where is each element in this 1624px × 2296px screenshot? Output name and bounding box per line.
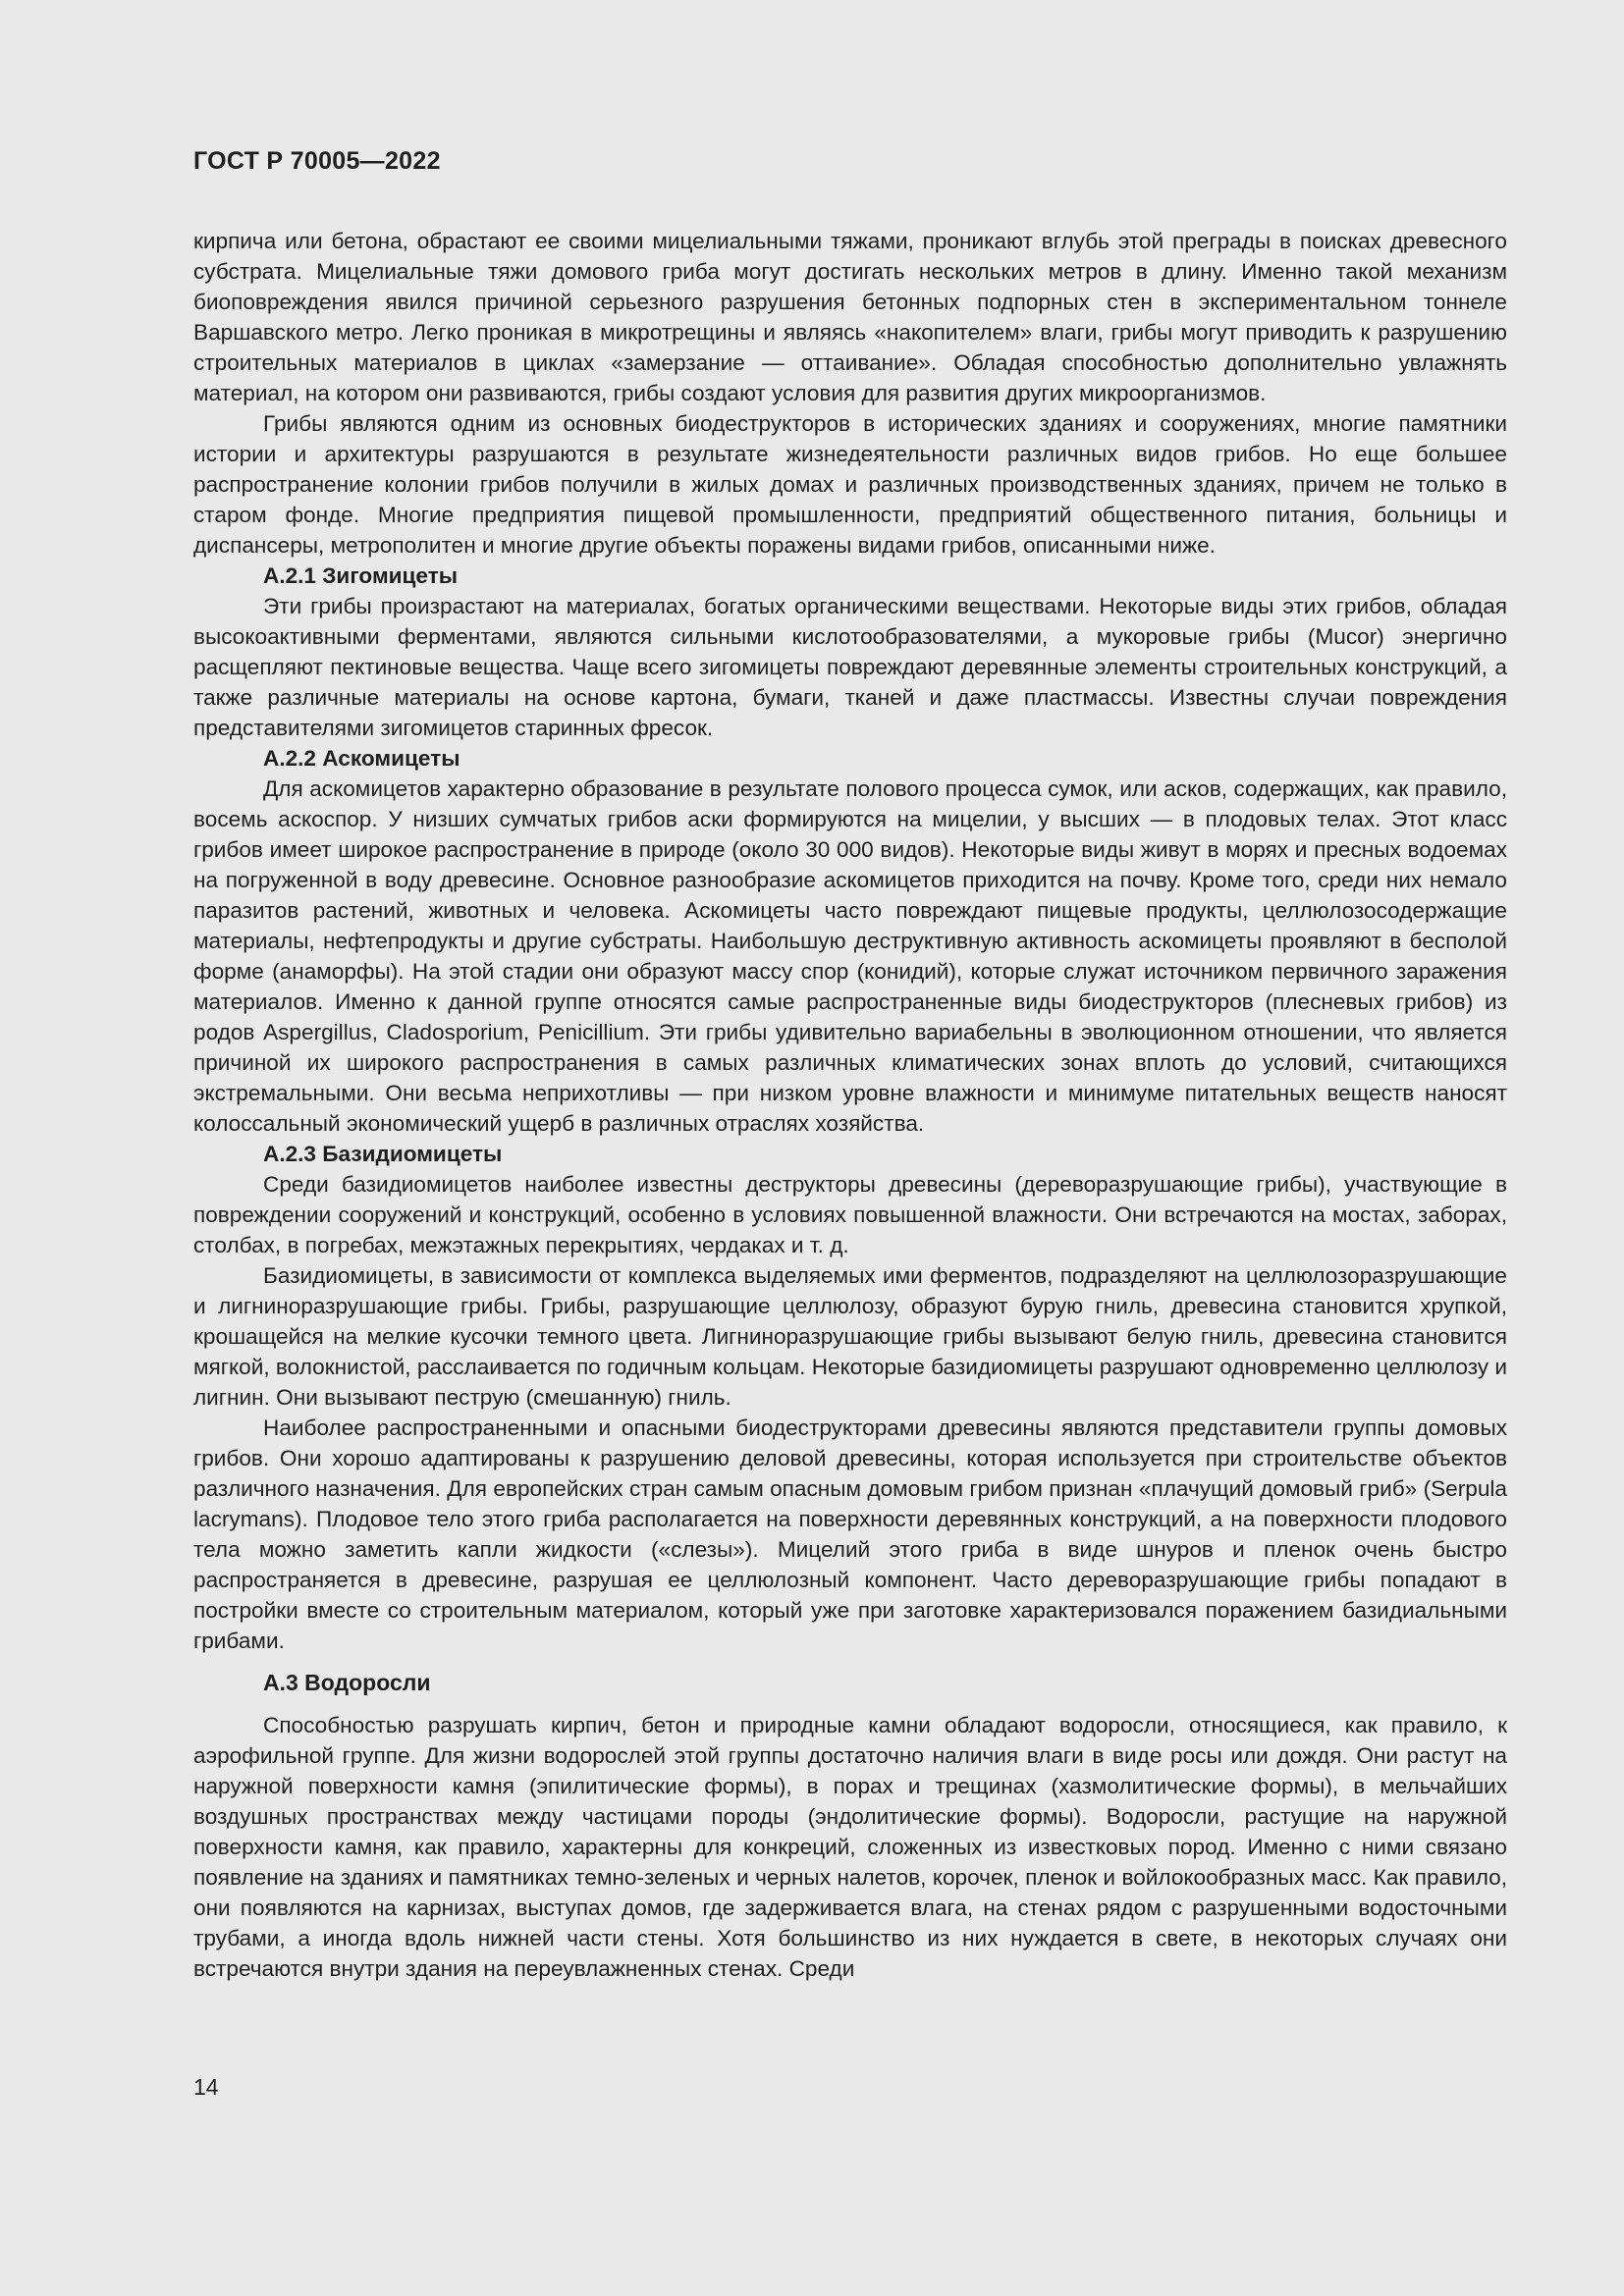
heading-a-3: А.3 Водоросли: [263, 1670, 431, 1695]
paragraph-a-2-3-2: Базидиомицеты, в зависимости от комплекса выделяемых ими ферментов, подразделяют на целлюлозоразрушающие и лигниноразрушающие грибы. Грибы, разрушающие целлюлозу, образуют бурую гниль, древесина становится хрупкой, крошащейся на мелкие кусочки темного цвета. Лигниноразрушающие грибы вызывают белую гниль, древесина становится мягкой, волокнистой, расслаивается по годичным кольцам. Некоторые базидиомицеты разрушают одновременно целлюлозу и лигнин. Они вызывают пеструю (смешанную) гниль.: [193, 1263, 1508, 1410]
document-body: [193, 226, 1507, 1984]
document-code-header: ГОСТ Р 70005—2022: [193, 147, 441, 175]
paragraph-fungi: Грибы являются одним из основных биодеструкторов в исторических зданиях и сооружениях, многие памятники истории и архитектуры разрушаются в результате жизнедеятельности различных видов грибов. Но еще большее распространение колонии грибов получили в жилых домах и различных производственных зданиях, причем не только в старом фонде. Многие предприятия пищевой промышленности, предприятий общественного питания, больницы и диспансеры, метрополитен и многие другие объекты поражены видами грибов, описанными ниже.: [193, 411, 1507, 558]
heading-a-2-3: А.2.3 Базидиомицеты: [263, 1142, 503, 1166]
paragraph-a-2-1: Эти грибы произрастают на материалах, богатых органическими веществами. Некоторые виды этих грибов, обладая высокоактивными ферментами, являются сильными кислотообразователями, а мукоровые грибы (Mucor) энергично расщепляют пектиновые вещества. Чаще всего зигомицеты повреждают деревянные элементы строительных конструкций, а также различные материалы на основе картона, бумаги, тканей и даже пластмассы. Известны случаи повреждения представителями зигомицетов старинных фресок.: [193, 594, 1507, 740]
paragraph-a-3: Способностью разрушать кирпич, бетон и природные камни обладают водоросли, относящиеся, как правило, к аэрофильной группе. Для жизни водорослей этой группы достаточно наличия влаги в виде росы или дождя. Они растут на наружной поверхности камня (эпилитические формы), в порах и трещинах (хазмолитические формы), в мельчайших воздушных пространствах между частицами породы (эндолитические формы). Водоросли, растущие на наружной поверхности камня, как правило, характерны для конкреций, сложенных из известковых пород. Именно с ними связано появление на зданиях и памятниках темно-зеленых и черных налетов, корочек, пленок и войлокообразных масс. Как правило, они появляются на карнизах, выступах домов, где задерживается влага, на стенах рядом с разрушенными водосточными трубами, а иногда вдоль нижней части стены. Хотя большинство из них нуждается в свете, в некоторых случаях они встречаются внутри здания на переувлажненных стенах. Среди: [193, 1713, 1507, 1981]
heading-a-2-1: А.2.1 Зигомицеты: [263, 563, 459, 588]
page-number: 14: [193, 2074, 219, 2100]
heading-a-2-2: А.2.2 Аскомицеты: [263, 746, 460, 771]
paragraph-intro: кирпича или бетона, обрастают ее своими мицелиальными тяжами, проникают вглубь этой преграды в поисках древесного субстрата. Мицелиальные тяжи домового гриба могут достигать нескольких метров в длину. Именно такой механизм биоповреждения явился причиной серьезного разрушения бетонных подпорных стен в экспериментальном тоннеле Варшавского метро. Легко проникая в микротрещины и являясь «накопителем» влаги, грибы могут приводить к разрушению строительных материалов в циклах «замерзание — оттаивание». Обладая способностью дополнительно увлажнять материал, на котором они развиваются, грибы создают условия для развития других микроорганизмов.: [193, 229, 1507, 405]
paragraph-a-2-3-3: Наиболее распространенными и опасными биодеструкторами древесины являются представители группы домовых грибов. Они хорошо адаптированы к разрушению деловой древесины, которая используется при строительстве объектов различного назначения. Для европейских стран самым опасным домовым грибом признан «плачущий домовый гриб» (Serpula lacrymans). Плодовое тело этого гриба располагается на поверхности деревянных конструкций, а на поверхности плодового тела можно заметить капли жидкости («слезы»). Мицелий этого гриба в виде шнуров и пленок очень быстро распространяется в древесине, разрушая ее целлюлозный компонент. Часто дереворазрушающие грибы попадают в постройки вместе со строительным материалом, который уже при заготовке характеризовался поражением базидиальными грибами.: [193, 1415, 1507, 1653]
paragraph-a-2-2: Для аскомицетов характерно образование в результате полового процесса сумок, или асков, содержащих, как правило, восемь аскоспор. У низших сумчатых грибов аски формируются на мицелии, у высших — в плодовых телах. Этот класс грибов имеет широкое распространение в природе (около 30 000 видов). Некоторые виды живут в морях и пресных водоемах на погруженной в воду древесине. Основное разнообразие аскомицетов приходится на почву. Кроме того, среди них немало паразитов растений, животных и человека. Аскомицеты часто повреждают пищевые продукты, целлюлозосодержащие материалы, нефтепродукты и другие субстраты. Наибольшую деструктивную активность аскомицеты проявляют в бесполой форме (анаморфы). На этой стадии они образуют массу спор (конидий), которые служат источником первичного заражения материалов. Именно к данной группе относятся самые распространенные виды биодеструкторов (плесневых грибов) из родов Aspergillus, Cladosporium, Penicillium. Эти грибы удивительно вариабельны в эволюционном отношении, что является причиной их широкого распространения в самых различных климатических зонах вплоть до условий, считающихся экстремальными. Они весьма неприхотливы — при низком уровне влажности и минимуме питательных веществ наносят колоссальный экономический ущерб в различных отраслях хозяйства.: [193, 776, 1507, 1136]
paragraph-a-2-3-1: Среди базидиомицетов наиболее известны деструкторы древесины (дереворазрушающие грибы), участвующие в повреждении сооружений и конструкций, особенно в условиях повышенной влажности. Они встречаются на мостах, заборах, столбах, в погребах, межэтажных перекрытиях, чердаках и т. д.: [193, 1172, 1507, 1257]
